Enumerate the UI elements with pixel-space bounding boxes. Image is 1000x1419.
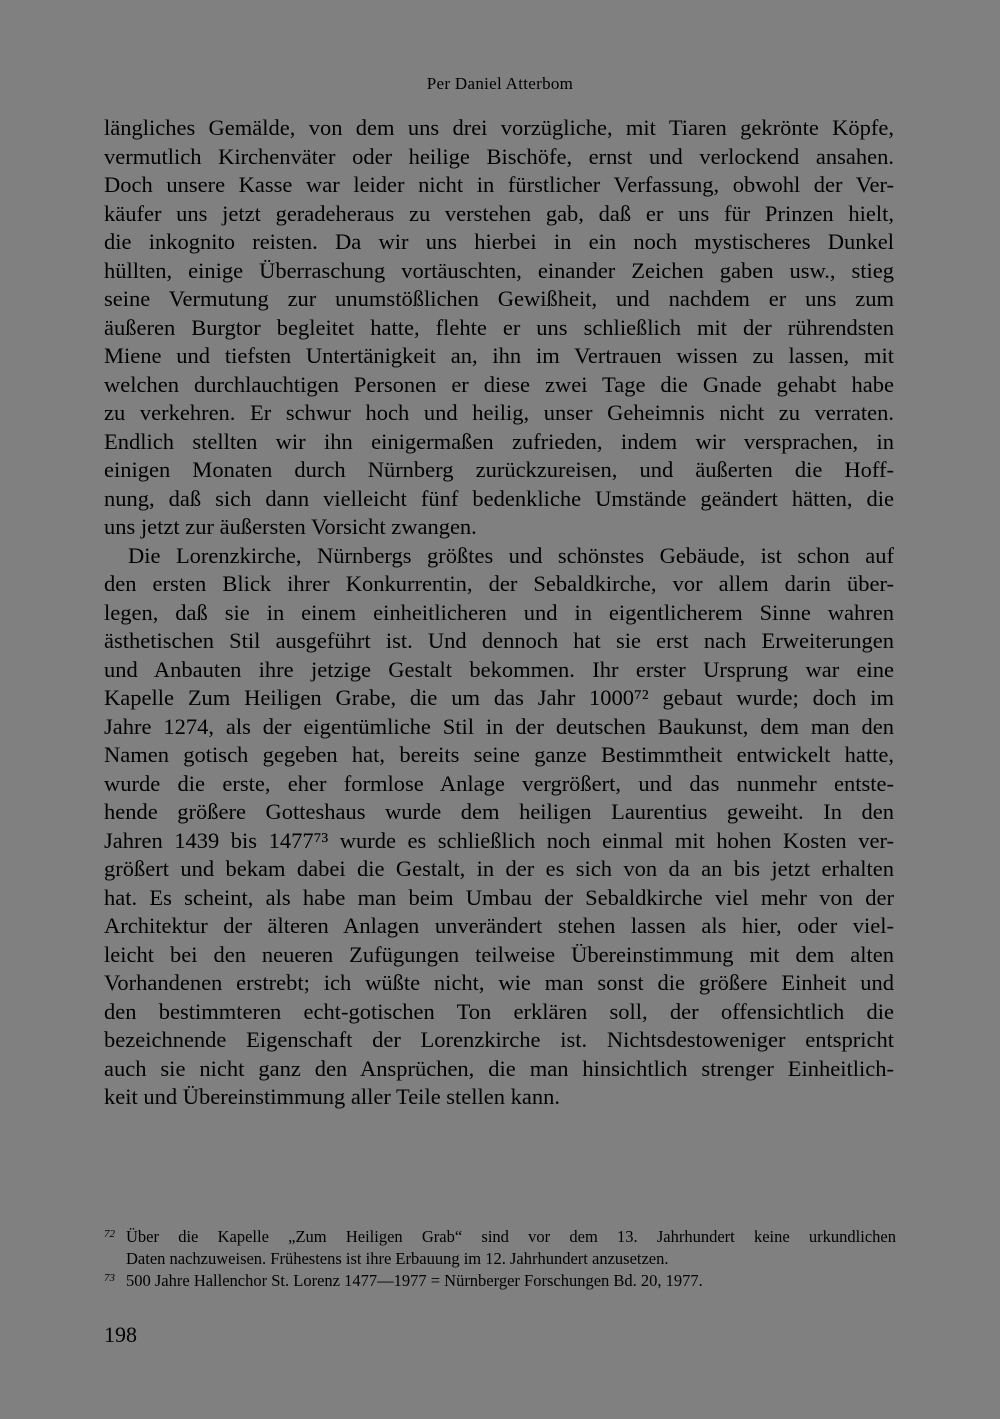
text-line: einigen Monaten durch Nürnberg zurückzureisen, und äußerten die Hoff- xyxy=(104,457,894,482)
footnote-marker: 72 xyxy=(104,1228,115,1240)
footnote-text: Daten nachzuweisen. Frühestens ist ihre Erbauung im 12. Jahrhundert anzusetzen. xyxy=(126,1249,669,1268)
text-line: auch sie nicht ganz den Ansprüchen, die man hinsichtlich strenger Einheitlich- xyxy=(104,1055,894,1081)
text-line: nung, daß sich dann vielleicht fünf bedenkliche Umstände geändert hätten, die xyxy=(104,485,894,511)
text-line: Miene und tiefsten Untertänigkeit an, ihn im Vertrauen wissen zu lassen, mit xyxy=(104,343,894,368)
text-line: käufer uns jetzt geradeheraus zu verstehen gab, daß er uns für Prinzen hielt, xyxy=(104,200,894,226)
text-line: Namen gotisch gegeben hat, bereits seine ganze Bestimmtheit entwickelt hatte, xyxy=(104,742,894,767)
footnote-72 xyxy=(104,1226,896,1248)
text-line: Vorhandenen erstrebt; ich wüßte nicht, wie man sonst die größere Einheit und xyxy=(104,970,894,995)
text-line: Doch unsere Kasse war leider nicht in fürstlicher Verfassung, obwohl der Ver- xyxy=(104,172,894,197)
text-line: leicht bei den neueren Zufügungen teilweise Übereinstimmung mit dem alten xyxy=(104,941,894,967)
text-line: uns jetzt zur äußersten Vorsicht zwangen. xyxy=(104,514,477,539)
footnote-text: 500 Jahre Hallenchor St. Lorenz 1477—1977 = Nürnberger Forschungen Bd. 20, 1977. xyxy=(126,1271,703,1290)
text-line: hende größere Gotteshaus wurde dem heiligen Laurentius geweiht. In den xyxy=(104,799,894,824)
text-line: die inkognito reisten. Da wir uns hierbei in ein noch mystischeres Dunkel xyxy=(104,229,894,254)
footnote-73 xyxy=(104,1270,896,1292)
running-head: Per Daniel Atterbom xyxy=(426,74,574,93)
text-line: legen, daß sie in einem einheitlicheren und in eigentlicherem Sinne wahren xyxy=(104,599,894,625)
text-line: Endlich stellten wir ihn einigermaßen zufrieden, indem wir versprachen, in xyxy=(104,428,894,454)
footnote-marker: 73 xyxy=(104,1272,115,1284)
text-line: äußeren Burgtor begleitet hatte, flehte er uns schließlich mit der rührendsten xyxy=(104,314,894,340)
text-line: Jahre 1274, als der eigentümliche Stil in der deutschen Baukunst, dem man den xyxy=(104,713,894,739)
text-line: bezeichnende Eigenschaft der Lorenzkirche ist. Nichtsdestoweniger entspricht xyxy=(104,1027,894,1052)
text-line: hat. Es scheint, als habe man beim Umbau der Sebaldkirche viel mehr von der xyxy=(104,884,894,910)
text-line: längliches Gemälde, von dem uns drei vorzügliche, mit Tiaren gekrönte Köpfe, xyxy=(104,115,894,140)
text-line: hüllten, einige Überraschung vortäuschten, einander Zeichen gaben usw., stieg xyxy=(104,257,894,283)
body-text xyxy=(104,114,894,1112)
text-line: ästhetischen Stil ausgeführt ist. Und dennoch hat sie erst nach Erweiterungen xyxy=(104,628,894,653)
footnote-text: Über die Kapelle „Zum Heiligen Grab“ sind vor dem 13. Jahrhundert keine urkundlichen xyxy=(126,1227,896,1246)
footnotes xyxy=(104,1226,896,1292)
text-line: vermutlich Kirchenväter oder heilige Bischöfe, ernst und verlockend ansahen. xyxy=(104,143,894,169)
paragraph-start-line: Die Lorenzkirche, Nürnbergs größtes und schönstes Gebäude, ist schon auf xyxy=(128,542,894,568)
page-number: 198 xyxy=(104,1322,137,1347)
text-line: Jahren 1439 bis 1477⁷³ wurde es schließlich noch einmal mit hohen Kosten ver- xyxy=(104,827,894,853)
text-line: den bestimmteren echt-gotischen Ton erklären soll, der offensichtlich die xyxy=(104,998,894,1024)
text-line: Architektur der älteren Anlagen unverändert stehen lassen als hier, oder viel- xyxy=(104,913,894,938)
text-line: welchen durchlauchtigen Personen er diese zwei Tage die Gnade gehabt habe xyxy=(104,371,894,397)
text-line: keit und Übereinstimmung aller Teile stellen kann. xyxy=(104,1084,561,1109)
text-line: wurde die erste, eher formlose Anlage vergrößert, und das nunmehr entste- xyxy=(104,770,894,796)
text-line: den ersten Blick ihrer Konkurrentin, der Sebaldkirche, vor allem darin über- xyxy=(104,571,894,596)
text-line: Kapelle Zum Heiligen Grabe, die um das Jahr 1000⁷² gebaut wurde; doch im xyxy=(104,685,894,710)
text-line: größert und bekam dabei die Gestalt, in der es sich von da an bis jetzt erhalten xyxy=(104,856,894,881)
text-line: und Anbauten ihre jetzige Gestalt bekommen. Ihr erster Ursprung war eine xyxy=(104,656,894,682)
text-line: zu verkehren. Er schwur hoch und heilig, unser Geheimnis nicht zu verraten. xyxy=(104,400,894,425)
footnote-72-continued xyxy=(104,1248,896,1270)
text-line: seine Vermutung zur unumstößlichen Gewißheit, und nachdem er uns zum xyxy=(104,286,894,311)
